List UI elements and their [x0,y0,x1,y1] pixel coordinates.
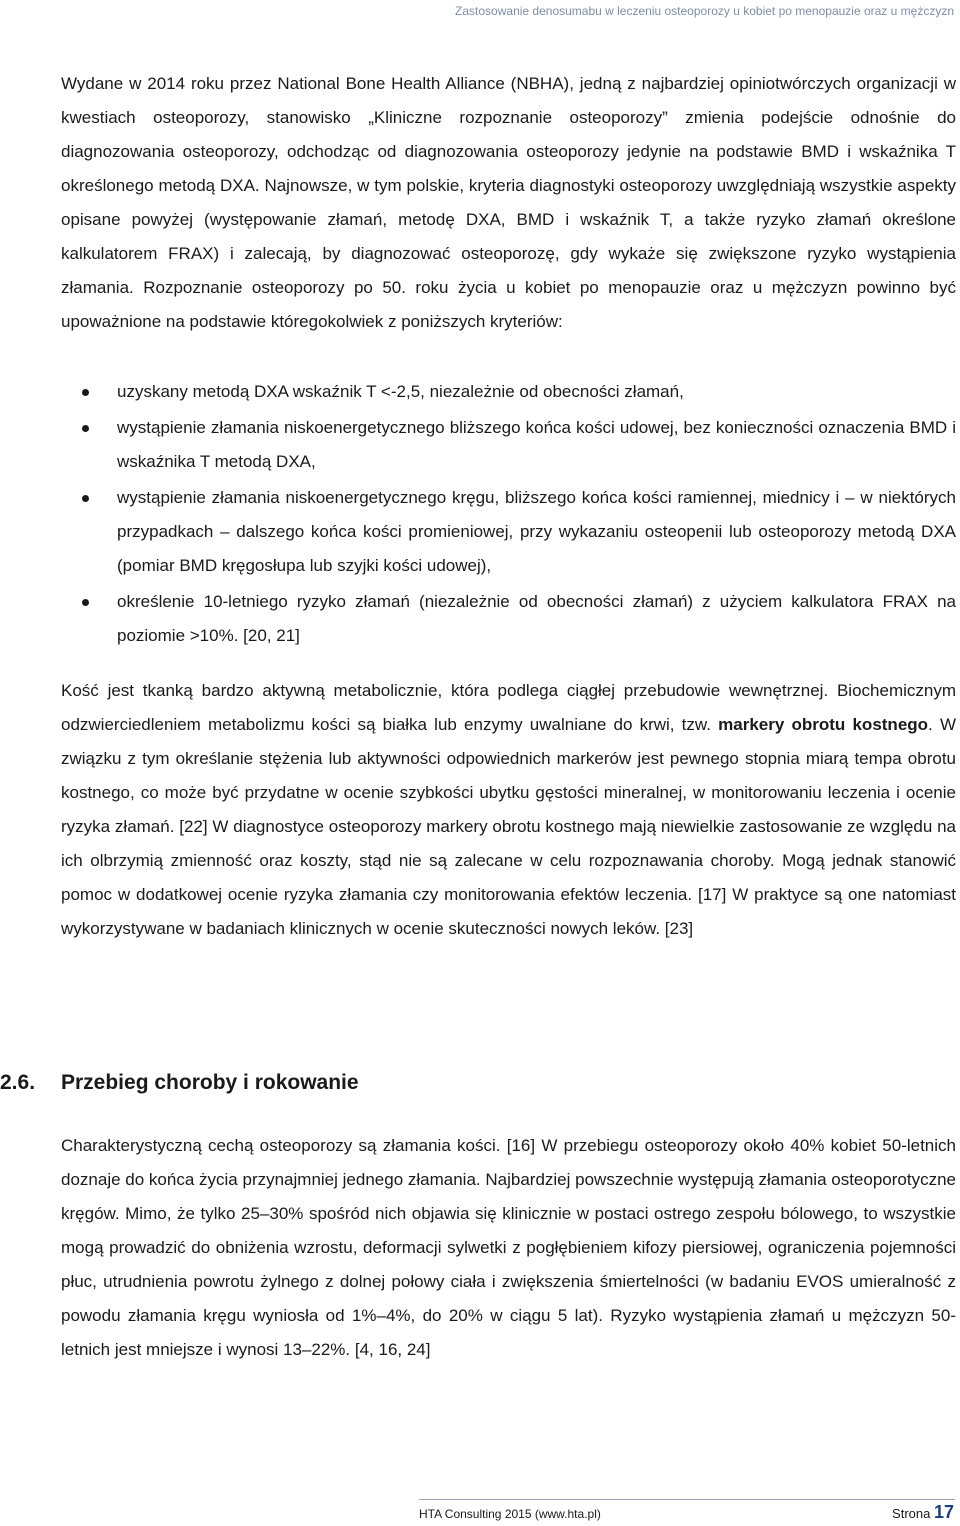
footer-publisher: HTA Consulting 2015 (www.hta.pl) [419,1507,601,1521]
page-number: 17 [933,1502,954,1522]
paragraph-bone-turnover-markers [61,674,956,946]
list-item [61,375,956,409]
paragraph-text: . W związku z tym określanie stężenia lub aktywności odpowiednich markerów jest pewnego stopnia miarą tempa obrotu kostnego, co może być przydatne w ocenie szybkości ubytku gęstości mineralnej, w monitorowaniu leczenia i ocenie ryzyka złamań. [22] W diagnostyce osteoporozy markery obrotu kostnego mają niewielkie zastosowanie ze względu na ich olbrzymią zmienność oraz koszty, stąd nie są zalecane w celu rozpoznawania choroby. Mogą jednak stanowić pomoc w dodatkowej ocenie ryzyka złamania czy monitorowania efektów leczenia. [17] W praktyce są one natomiast wykorzystywane w badaniach klinicznych w ocenie skuteczności nowych leków. [23] [61,715,956,938]
footer-divider [419,1499,955,1500]
paragraph-text: Kość jest tkanką bardzo aktywną metabolicznie, która podlega ciągłej przebudowie wewnętrznej. Biochemicznym odzwierciedleniem metabolizmu kości są białka lub enzymy uwalniane do krwi, tzw. [61,681,956,734]
bullet-icon [82,599,89,606]
section-title: Przebieg choroby i rokowanie [61,1071,359,1094]
section-heading [0,1063,359,1103]
running-header: Zastosowanie denosumabu w leczeniu osteoporozy u kobiet po menopauzie oraz u mężczyzn [455,4,954,18]
section-number: 2.6. [0,1071,36,1094]
list-item [61,411,956,479]
page-label: Strona [892,1506,931,1521]
footer-page [892,1502,954,1523]
paragraph-diagnosis-criteria-intro: Wydane w 2014 roku przez National Bone Health Alliance (NBHA), jedną z najbardziej opiniotwórczych organizacji w kwestiach osteoporozy, stanowisko „Kliniczne rozpoznanie osteoporozy” zmienia podejście odnośnie do diagnozowania osteoporozy, odchodząc od diagnozowania osteoporozy jedynie na podstawie BMD i wskaźnika T określonego metodą DXA. Najnowsze, w tym polskie, kryteria diagnostyki osteoporozy uwzględniają wszystkie aspekty opisane powyżej (występowanie złamań, metodę DXA, BMD i wskaźnik T, a także ryzyko złamań określone kalkulatorem FRAX) i zalecają, by diagnozować osteoporozę, gdy wykaże się zwiększone ryzyko wystąpienia złamania. Rozpoznanie osteoporozy po 50. roku życia u kobiet po menopauzie oraz u mężczyzn powinno być upoważnione na podstawie któregokolwiek z poniższych kryteriów: [61,74,956,331]
list-item [61,481,956,583]
bullet-icon [82,425,89,432]
list-item [61,585,956,653]
list-item-text: określenie 10-letniego ryzyko złamań (niezależnie od obecności złamań) z użyciem kalkulatora FRAX na poziomie >10%. [20, 21] [117,592,956,645]
list-item-text: uzyskany metodą DXA wskaźnik T <-2,5, niezależnie od obecności złamań, [117,382,684,401]
list-item-text: wystąpienie złamania niskoenergetycznego bliższego końca kości udowej, bez konieczności oznaczenia BMD i wskaźnika T metodą DXA, [117,418,956,471]
bold-term: markery obrotu kostnego [718,715,929,734]
list-item-text: wystąpienie złamania niskoenergetycznego kręgu, bliższego końca kości ramiennej, miednicy i – w niektórych przypadkach – dalszego końca kości promieniowej, przy wykazaniu osteopenii lub osteoporozy metodą DXA (pomiar BMD kręgosłupa lub szyjki kości udowej), [117,488,956,575]
paragraph-disease-course: Charakterystyczną cechą osteoporozy są złamania kości. [16] W przebiegu osteoporozy około 40% kobiet 50-letnich doznaje do końca życia przynajmniej jednego złamania. Najbardziej powszechnie występują złamania osteoporotyczne kręgów. Mimo, że tylko 25–30% spośród nich objawia się klinicznie w postaci ostrego zespołu bólowego, to wszystkie mogą prowadzić do obniżenia wzrostu, deformacji sylwetki z pogłębieniem kifozy piersiowej, ograniczenia pojemności płuc, utrudnienia powrotu żylnego z dolnej połowy ciała i zwiększenia śmiertelności (w badaniu EVOS umieralność z powodu złamania kręgu wyniosła od 1%–4%, do 20% w ciągu 5 lat). Ryzyko wystąpienia złamań u mężczyzn 50-letnich jest mniejsze i wynosi 13–22%. [4, 16, 24] [61,1136,956,1359]
bullet-icon [82,389,89,396]
bullet-icon [82,495,89,502]
criteria-list [61,375,956,655]
